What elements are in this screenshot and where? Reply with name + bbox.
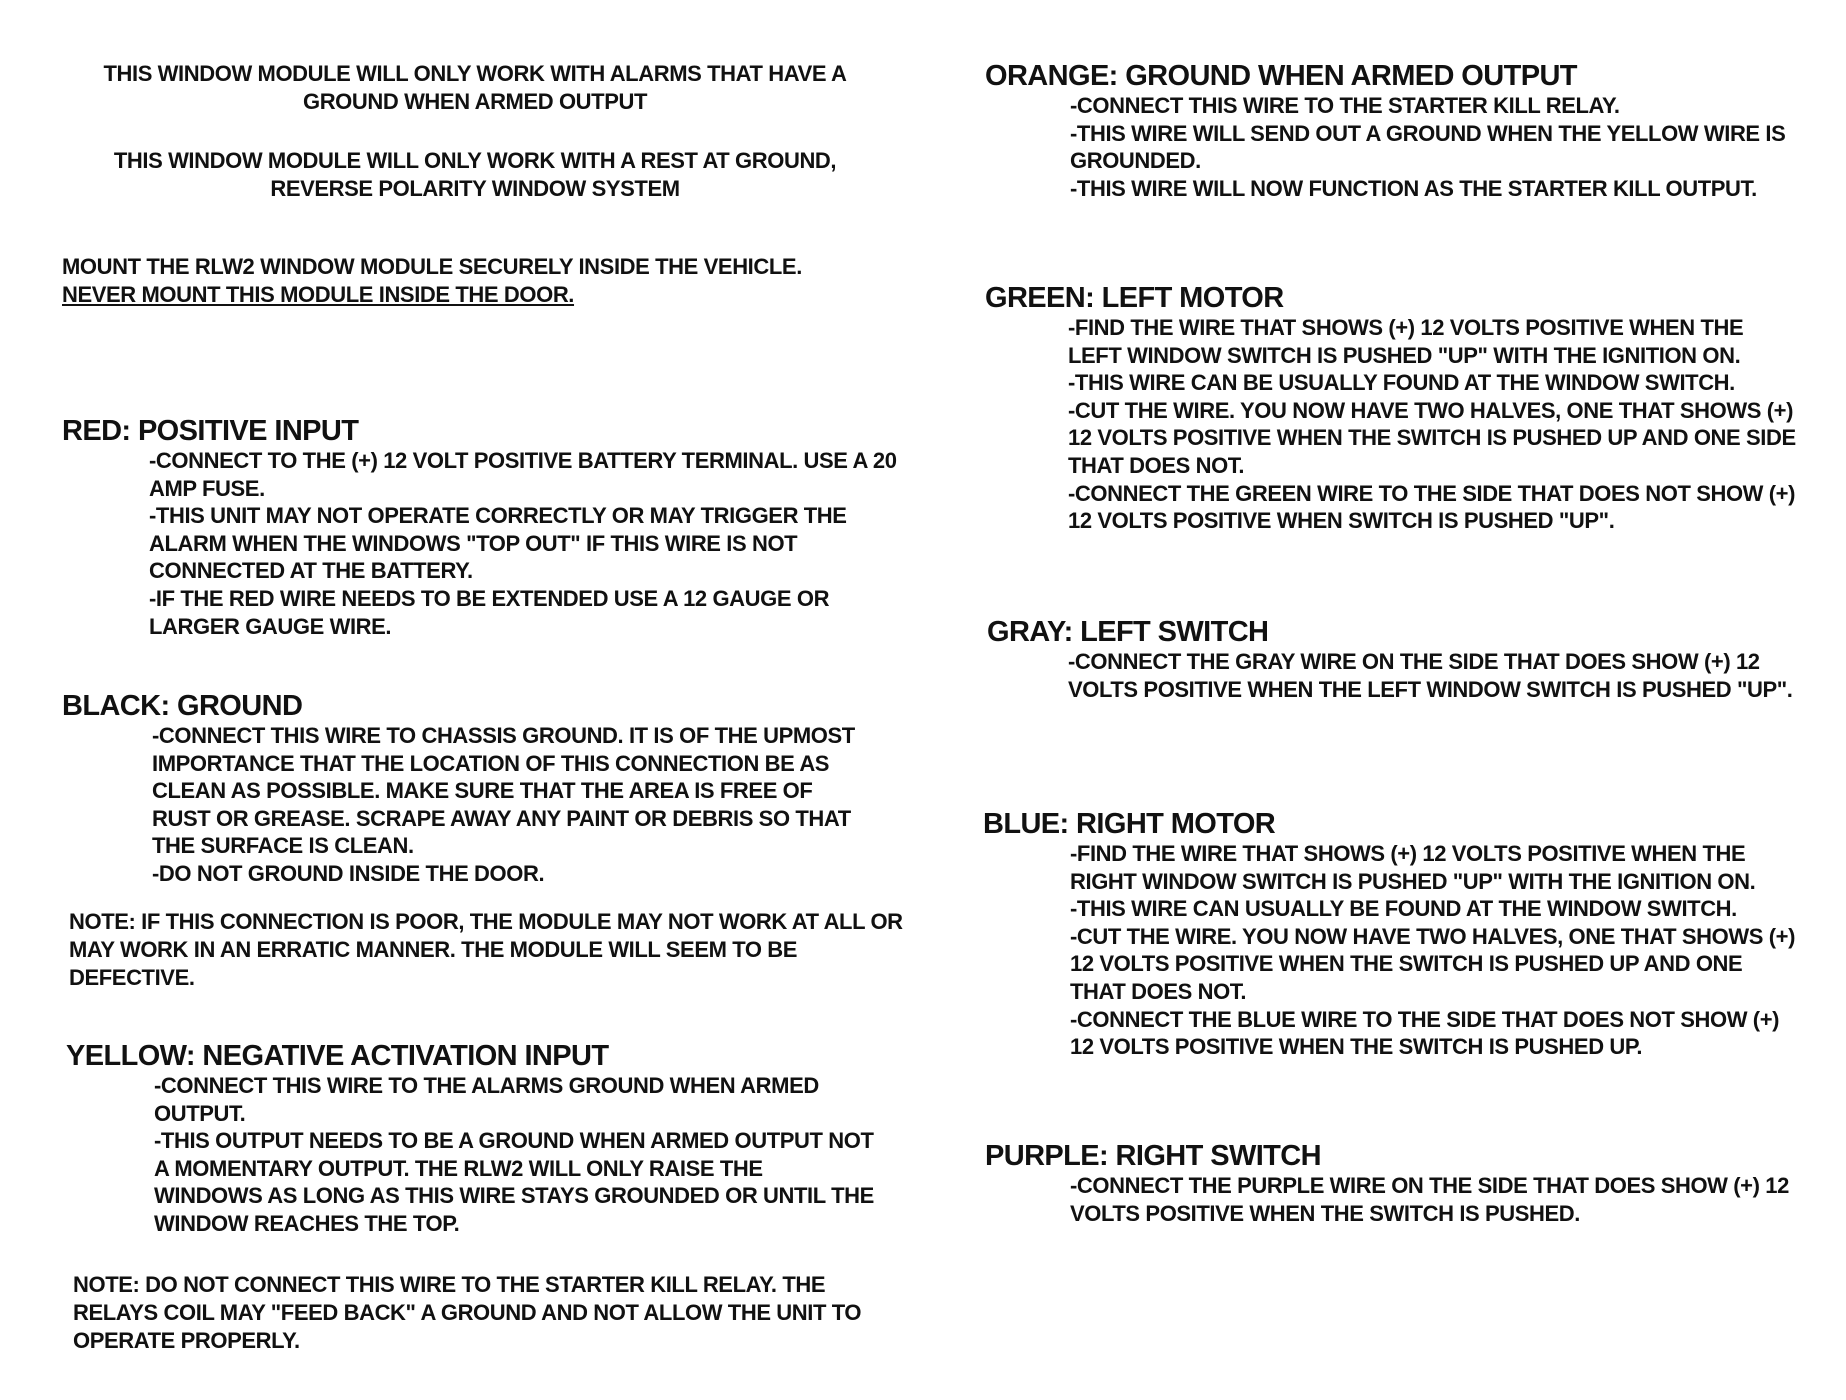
- list-item: -CONNECT THE PURPLE WIRE ON THE SIDE THAT DOES SHOW (+) 12 VOLTS POSITIVE WHEN THE SWITCH IS PUSHED.: [1070, 1173, 1789, 1226]
- section-items: [1068, 648, 1798, 703]
- list-item: -DO NOT GROUND INSIDE THE DOOR.: [152, 860, 545, 886]
- section-items: [154, 1072, 874, 1238]
- section-items: [149, 447, 912, 640]
- section-heading: BLACK: GROUND: [62, 690, 303, 722]
- section-gray: [987, 616, 1807, 703]
- section-items: [1070, 92, 1795, 202]
- list-item: -IF THE RED WIRE NEEDS TO BE EXTENDED USE A 12 GAUGE OR LARGER GAUGE WIRE.: [149, 585, 830, 639]
- list-item: -THIS WIRE CAN BE USUALLY FOUND AT THE WINDOW SWITCH.: [1068, 370, 1735, 396]
- list-item: -CUT THE WIRE. YOU NOW HAVE TWO HALVES, ONE THAT SHOWS (+) 12 VOLTS POSITIVE WHEN THE SWITCH IS PUSHED UP AND ONE SIDE THAT DOES NOT.: [1068, 397, 1796, 478]
- mount-instructions: [62, 253, 902, 309]
- section-items: [1068, 314, 1798, 535]
- list-item: -CONNECT THIS WIRE TO THE ALARMS GROUND WHEN ARMED OUTPUT.: [154, 1073, 819, 1126]
- note-starter-relay: NOTE: DO NOT CONNECT THIS WIRE TO THE STARTER KILL RELAY. THE RELAYS COIL MAY "FEED BACK" A GROUND AND NOT ALLOW THE UNIT TO OPERATE PROPERLY.: [73, 1272, 862, 1353]
- list-item: -THIS OUTPUT NEEDS TO BE A GROUND WHEN ARMED OUTPUT NOT A MOMENTARY OUTPUT. THE RLW2 WILL ONLY RAISE THE WINDOWS AS LONG AS THIS WIRE STAYS GROUNDED OR UNTIL THE WINDOW REACHES THE TOP.: [154, 1128, 874, 1236]
- section-heading: GRAY: LEFT SWITCH: [987, 616, 1269, 648]
- section-blue: [983, 808, 1803, 1061]
- section-orange: [985, 60, 1805, 202]
- list-item: -CUT THE WIRE. YOU NOW HAVE TWO HALVES, ONE THAT SHOWS (+) 12 VOLTS POSITIVE WHEN THE SWITCH IS PUSHED UP AND ONE THAT DOES NOT.: [1070, 923, 1795, 1004]
- list-item: -CONNECT THIS WIRE TO CHASSIS GROUND. IT IS OF THE UPMOST IMPORTANCE THAT THE LOCATION OF THIS CONNECTION BE AS CLEAN AS POSSIBLE. MAKE SURE THAT THE AREA IS FREE OF RUST OR GREASE. SCRAPE AWAY ANY PAINT OR DEBRIS SO THAT THE SURFACE IS CLEAN.: [152, 723, 855, 859]
- section-heading: RED: POSITIVE INPUT: [62, 415, 359, 447]
- section-heading: ORANGE: GROUND WHEN ARMED OUTPUT: [985, 60, 1577, 92]
- list-item: -THIS WIRE WILL NOW FUNCTION AS THE STARTER KILL OUTPUT.: [1070, 175, 1757, 201]
- section-yellow: [66, 1040, 916, 1238]
- list-item: -CONNECT THE GRAY WIRE ON THE SIDE THAT DOES SHOW (+) 12 VOLTS POSITIVE WHEN THE LEFT WINDOW SWITCH IS PUSHED "UP".: [1068, 649, 1793, 702]
- section-heading: BLUE: RIGHT MOTOR: [983, 808, 1276, 840]
- section-purple: [985, 1140, 1805, 1227]
- section-heading: GREEN: LEFT MOTOR: [985, 282, 1284, 314]
- notice-window-system-requirement: THIS WINDOW MODULE WILL ONLY WORK WITH A REST AT GROUND, REVERSE POLARITY WINDOW SYSTEM: [113, 148, 837, 201]
- list-item: -THIS WIRE WILL SEND OUT A GROUND WHEN THE YELLOW WIRE IS GROUNDED.: [1070, 120, 1786, 174]
- section-items: [1070, 840, 1798, 1061]
- notice-alarm-requirement: THIS WINDOW MODULE WILL ONLY WORK WITH ALARMS THAT HAVE A GROUND WHEN ARMED OUTPUT: [103, 61, 847, 114]
- section-red: [62, 415, 912, 640]
- list-item: -CONNECT TO THE (+) 12 VOLT POSITIVE BATTERY TERMINAL. USE A 20 AMP FUSE.: [149, 448, 897, 501]
- section-black: [62, 690, 912, 888]
- section-heading: PURPLE: RIGHT SWITCH: [985, 1140, 1321, 1172]
- list-item: -FIND THE WIRE THAT SHOWS (+) 12 VOLTS POSITIVE WHEN THE RIGHT WINDOW SWITCH IS PUSHED "UP" WITH THE IGNITION ON.: [1070, 841, 1756, 894]
- section-green: [985, 282, 1805, 535]
- mount-warning: NEVER MOUNT THIS MODULE INSIDE THE DOOR.: [62, 282, 575, 307]
- list-item: -THIS UNIT MAY NOT OPERATE CORRECTLY OR MAY TRIGGER THE ALARM WHEN THE WINDOWS "TOP OUT" IF THIS WIRE IS NOT CONNECTED AT THE BATTERY.: [149, 503, 847, 584]
- section-heading: YELLOW: NEGATIVE ACTIVATION INPUT: [66, 1040, 609, 1072]
- mount-line: MOUNT THE RLW2 WINDOW MODULE SECURELY INSIDE THE VEHICLE.: [62, 254, 802, 279]
- list-item: -THIS WIRE CAN USUALLY BE FOUND AT THE WINDOW SWITCH.: [1070, 896, 1737, 922]
- note-ground-connection: NOTE: IF THIS CONNECTION IS POOR, THE MODULE MAY NOT WORK AT ALL OR MAY WORK IN AN ERRATIC MANNER. THE MODULE WILL SEEM TO BE DEFECTIVE.: [69, 909, 903, 990]
- list-item: -FIND THE WIRE THAT SHOWS (+) 12 VOLTS POSITIVE WHEN THE LEFT WINDOW SWITCH IS PUSHED "UP" WITH THE IGNITION ON.: [1068, 315, 1744, 368]
- section-items: [1070, 1172, 1795, 1227]
- list-item: -CONNECT THE GREEN WIRE TO THE SIDE THAT DOES NOT SHOW (+) 12 VOLTS POSITIVE WHEN SWITCH IS PUSHED "UP".: [1068, 480, 1796, 534]
- list-item: -CONNECT THE BLUE WIRE TO THE SIDE THAT DOES NOT SHOW (+) 12 VOLTS POSITIVE WHEN THE SWITCH IS PUSHED UP.: [1070, 1006, 1780, 1060]
- section-items: [152, 722, 872, 888]
- list-item: -CONNECT THIS WIRE TO THE STARTER KILL RELAY.: [1070, 93, 1620, 118]
